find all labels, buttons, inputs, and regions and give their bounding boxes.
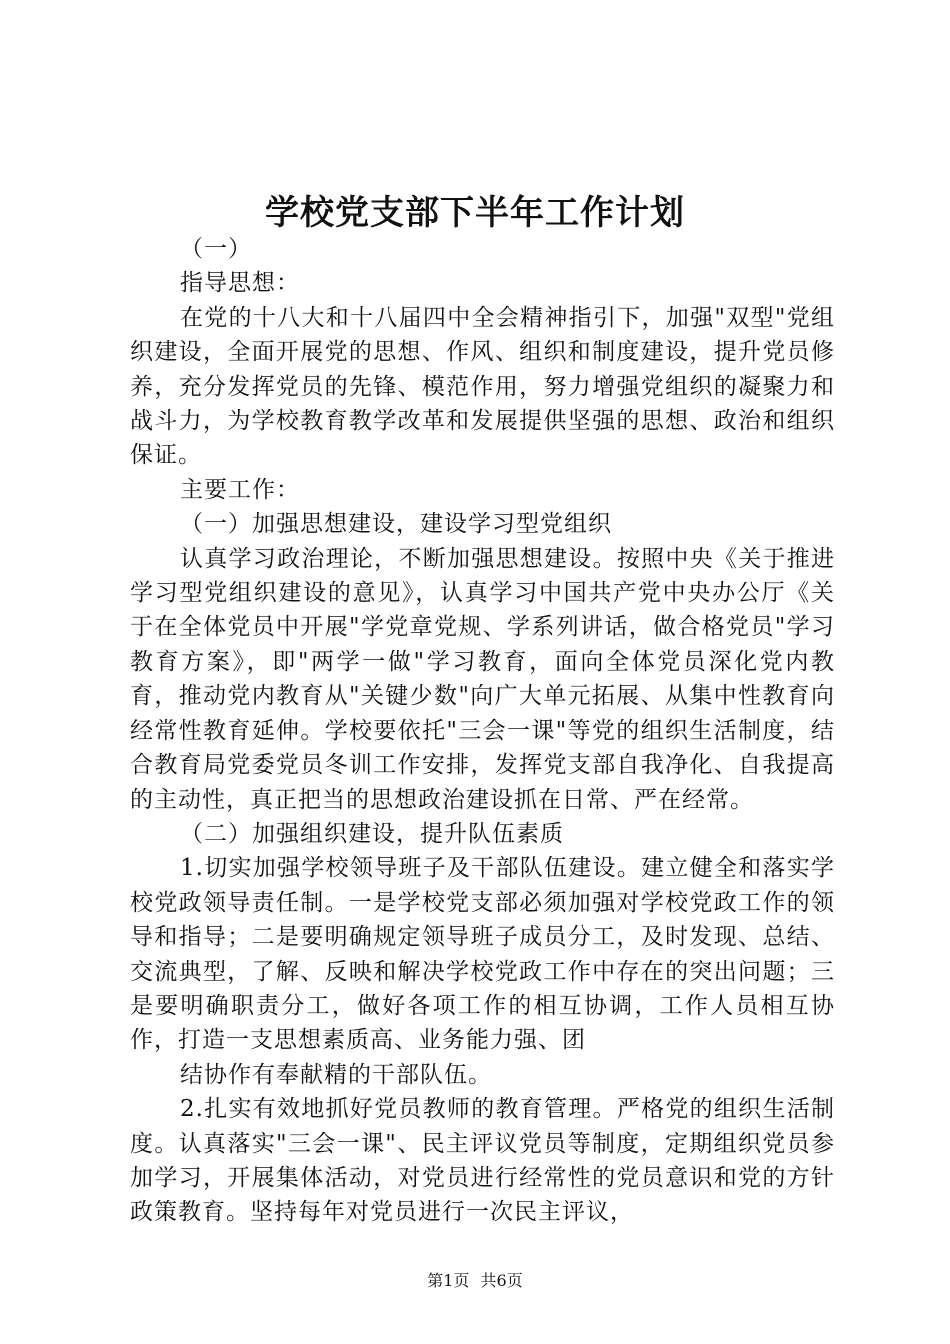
page-number: 第1页 xyxy=(427,1271,470,1290)
paragraph-leadership-building: 1.切实加强学校领导班子及干部队伍建设。建立健全和落实学校党政领导责任制。一是学校党支部必须加强对学校党政工作的领导和指导；二是要明确规定领导班子成员分工，及时发现、总结、交流典型，了解、反映和解决学校党政工作中存在的突出问题；三是要明确职责分工，做好各项工作的相互协调，工作人员相互协作，打造一支思想素质高、业务能力强、团 xyxy=(130,855,835,1054)
page-total: 共6页 xyxy=(480,1271,523,1290)
section-marker: （一） xyxy=(180,236,252,262)
heading-guiding-thought: 指导思想： xyxy=(180,270,300,297)
heading-organizational-building: （二）加强组织建设，提升队伍素质 xyxy=(180,820,564,847)
paragraph-member-management: 2.扎实有效地抓好党员教师的教育管理。严格党的组织生活制度。认真落实"三会一课"、民主评议党员等制度，定期组织党员参加学习，开展集体活动，对党员进行经常性的党员意识和党的方针政策教育。坚持每年对党员进行一次民主评议， xyxy=(130,1096,835,1226)
document-body xyxy=(130,232,835,1230)
paragraph-ideological-building: 认真学习政治理论，不断加强思想建设。按照中央《关于推进学习型党组织建设的意见》，认真学习中国共产党中央办公厅《关于在全体党员中开展"学党章党规、学系列讲话，做合格党员"学习教育方案》，即"两学一做"学习教育，面向全体党员深化党内教育，推动党内教育从"关键少数"向广大单元拓展、从集中性教育向经常性教育延伸。学校要依托"三会一课"等党的组织生活制度，结合教育局党委党员冬训工作安排，发挥党支部自我净化、自我提高的主动性，真正把当的思想政治建设抓在日常、严在经常。 xyxy=(130,545,835,813)
page-footer xyxy=(0,1268,950,1291)
document-title: 学校党支部下半年工作计划 xyxy=(265,193,685,233)
heading-ideological-building: （一）加强思想建设，建设学习型党组织 xyxy=(180,511,612,538)
paragraph-guiding-thought: 在党的十八大和十八届四中全会精神指引下，加强"双型"党组织建设，全面开展党的思想、作风、组织和制度建设，提升党员修养，充分发挥党员的先锋、模范作用，努力增强党组织的凝聚力和战斗力，为学校教育教学改革和发展提供坚强的思想、政治和组织保证。 xyxy=(130,304,835,469)
paragraph-leadership-building-cont: 结协作有奉献精的干部队伍。 xyxy=(180,1061,492,1088)
heading-main-work: 主要工作： xyxy=(180,476,300,503)
